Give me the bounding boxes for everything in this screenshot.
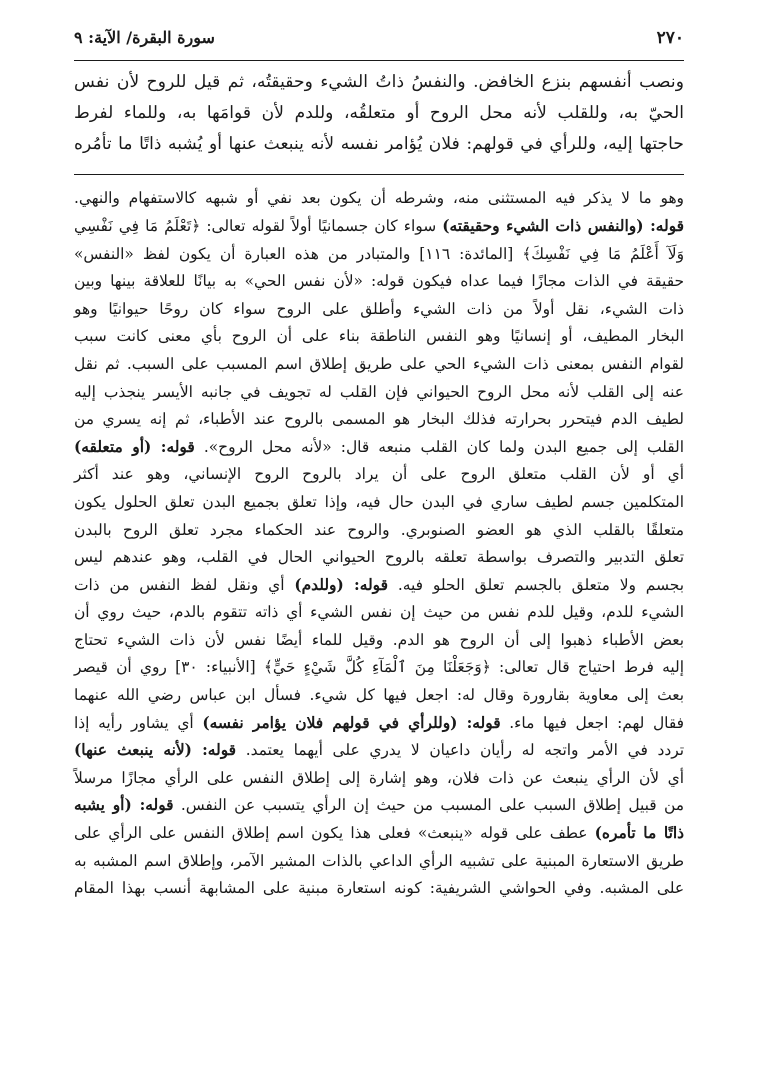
main-text (74, 67, 684, 160)
page-header (74, 28, 684, 61)
quoted-phrase: قوله: (وللرأي في قولهم فلان يؤامر نفسه) (202, 713, 501, 732)
footnote-line (74, 544, 684, 572)
main-text-line: الحيّ به، وللقلب لأنه محل الروح أو متعلقُه، وللدم لأن قوامَها به، وللماء لفرط (74, 103, 684, 123)
main-text-line: ونصب أنفسهم بنزع الخافض. والنفسُ ذاتُ الشيء وحقيقتُه، ثم قيل للروح لأن نفس (74, 72, 684, 92)
footnote-line (74, 213, 684, 241)
footnote-line (74, 654, 684, 682)
footnote-line (74, 737, 684, 765)
footnote-text: وَلَآ أَعْلَمُ مَا فِي نَفْسِكَ﴾ [المائدة: ١١٦] والمتبادر من هذه العبارة أن يكون لفظ «النفس» (74, 244, 684, 263)
footnote-text: وهو ما لا يذكر فيه المستثنى منه، وشرطه أن يكون بعد نفي أو شبهه كالاستفهام والنهي. (74, 189, 684, 208)
footnote-text: ذات الشيء، نقل أولاً من ذات الشيء وأطلق على الروح سواء كان روحًا حيوانيًا وهو (74, 299, 684, 318)
footnote-text: متعلقًا بالقلب الذي هو العضو الصنوبري. والروح عند الحكماء مجرد تعلق الروح بالبدن (74, 520, 684, 539)
footnote-text: طريق الاستعارة المبنية على تشبيه الرأي الداعي بالذات المشير الآمر، وإطلاق اسم المشبه به (74, 851, 684, 870)
page-number: ٢٧٠ (656, 28, 684, 48)
footnote-line (74, 792, 684, 820)
footnote-line (74, 599, 684, 627)
footnote-text: البخار المطيف، أو إنسانيًا وهو النفس الناطقة بناء على أن الروح بأي معنى كانت سبب (74, 327, 684, 346)
footnote-line (74, 627, 684, 655)
footnote-line (74, 682, 684, 710)
footnote-text: حقيقة في الذات مجازًا فيما عداه فيكون قوله: «لأن نفس الحي» به بيانًا للعلاقة بينها وبين (74, 272, 684, 291)
footnote-line (74, 517, 684, 545)
quoted-phrase: قوله: (لأنه ينبعث عنها) (74, 741, 236, 760)
footnote-text: لطيف الدم فيتحرر بحرارته فذلك البخار هو المسمى بالروح عند الأطباء، ثم إنه يسري من (74, 410, 684, 429)
footnote-line (74, 572, 684, 600)
footnote-text: إليه فرط احتياج قال تعالى: ﴿وَجَعَلْنَا مِنَ ٱلْمَآءِ كُلَّ شَيْءٍ حَيٍّ﴾ [الأنبياء: ٣٠] روي أن قيصر (74, 658, 684, 677)
footnote-text: سواء كان جسمانيًا أولاً لقوله تعالى: ﴿تَعْلَمُ مَا فِي نَفْسِي (74, 216, 443, 235)
footnote-line (74, 185, 684, 213)
footnote-text: المتكلمين جسم لطيف ساري في البدن حال فيه، وإذا تعلق بجميع البدن تعلق الحلول يكون (74, 492, 684, 511)
footnote-line (74, 323, 684, 351)
footnote-line (74, 848, 684, 876)
footnote-line (74, 710, 684, 738)
footnote-text: على المشبه. وفي الحواشي الشريفية: كونه استعارة مبنية على المشابهة أنسب بهذا المقام (74, 879, 684, 898)
footnote-line (74, 296, 684, 324)
footnote-line (74, 406, 684, 434)
footnote-text: أي يشاور رأيه إذا (74, 713, 203, 732)
quoted-phrase: قوله: (أو متعلقه) (74, 437, 195, 456)
document-page (74, 28, 684, 903)
footnote-line (74, 820, 684, 848)
main-text-line: حاجتها إليه، وللرأي في قولهم: فلان يُؤامر نفسه لأنه ينبعث عنها أو يُشبه ذاتًا ما تأمُره (74, 134, 684, 154)
footnote-text: عنه إلى القلب لأنه محل الروح الحيواني فإن القلب له تجويف في جانبه الأيسر ينجذب إليه (74, 382, 684, 401)
footnote-text: بعض الأطباء ذهبوا إلى أن الروح هو الدم. وقيل للماء أيضًا نفس لأن ذات الشيء تحتاج (74, 630, 684, 649)
commentary-footnotes (74, 185, 684, 902)
footnote-text: أي أو لأن القلب متعلق الروح على أن يراد بالروح الروح الإنساني، وهو عند أكثر (74, 465, 684, 484)
footnote-line (74, 268, 684, 296)
quoted-phrase: ذاتًا ما تأمره) (594, 824, 684, 843)
quoted-phrase: قوله: (والنفس ذات الشيء وحقيقته) (442, 216, 685, 235)
quoted-phrase: قوله: (أو يشبه (74, 796, 174, 815)
footnote-separator (74, 174, 684, 175)
footnote-line (74, 461, 684, 489)
footnote-text: تعلق التدبير والتصرف بواسطة تعلقه بالروح الحيواني الحال في القلب، وهو عندهم ليس (74, 548, 684, 567)
surah-reference: سورة البقرة/ الآية: ٩ (74, 28, 215, 47)
footnote-text: بجسم ولا متعلق بالجسم تعلق الحلو فيه. (388, 575, 684, 594)
footnote-line (74, 241, 684, 269)
quoted-phrase: قوله: (وللدم) (294, 575, 388, 594)
footnote-text: من قبيل إطلاق السبب على المسبب من حيث إن الرأي يتسبب عن النفس. (173, 796, 685, 815)
footnote-text: فقال لهم: اجعل فيها ماء. (500, 713, 685, 732)
footnote-line (74, 875, 684, 903)
footnote-line (74, 351, 684, 379)
footnote-text: عطف على قوله «ينبعث» فعلى هذا يكون اسم إطلاق النفس على الرأي على (74, 824, 595, 843)
footnote-text: أي لأن الرأي ينبعث عن ذات فلان، وهو إشارة إلى إطلاق النفس على الرأي مجازًا مرسلاً (74, 768, 684, 787)
footnote-text: القلب إلى جميع البدن ولما كان القلب منبعه قال: «لأنه محل الروح». (194, 437, 684, 456)
footnote-line (74, 765, 684, 793)
footnote-line (74, 489, 684, 517)
footnote-line (74, 379, 684, 407)
footnote-line (74, 434, 684, 462)
footnote-text: لقوام النفس بمعنى ذات الشيء الحي على طريق إطلاق اسم المسبب على السبب. ثم نقل (74, 354, 684, 373)
footnote-text: الشيء للدم، وقيل للدم نفس من حيث إن نفس الشيء أي ذاته تتقوم بالدم، حيث روي أن (74, 603, 684, 622)
footnote-text: تردد في الأمر واتجه له رأيان داعيان لا يدري على أيهما يعتمد. (236, 741, 684, 760)
footnote-text: أي ونقل لفظ النفس من ذات (74, 575, 295, 594)
footnote-text: بعث إلى معاوية بقارورة وقال له: اجعل فيها كل شيء. فسأل ابن عباس رضي الله عنهما (74, 686, 684, 705)
